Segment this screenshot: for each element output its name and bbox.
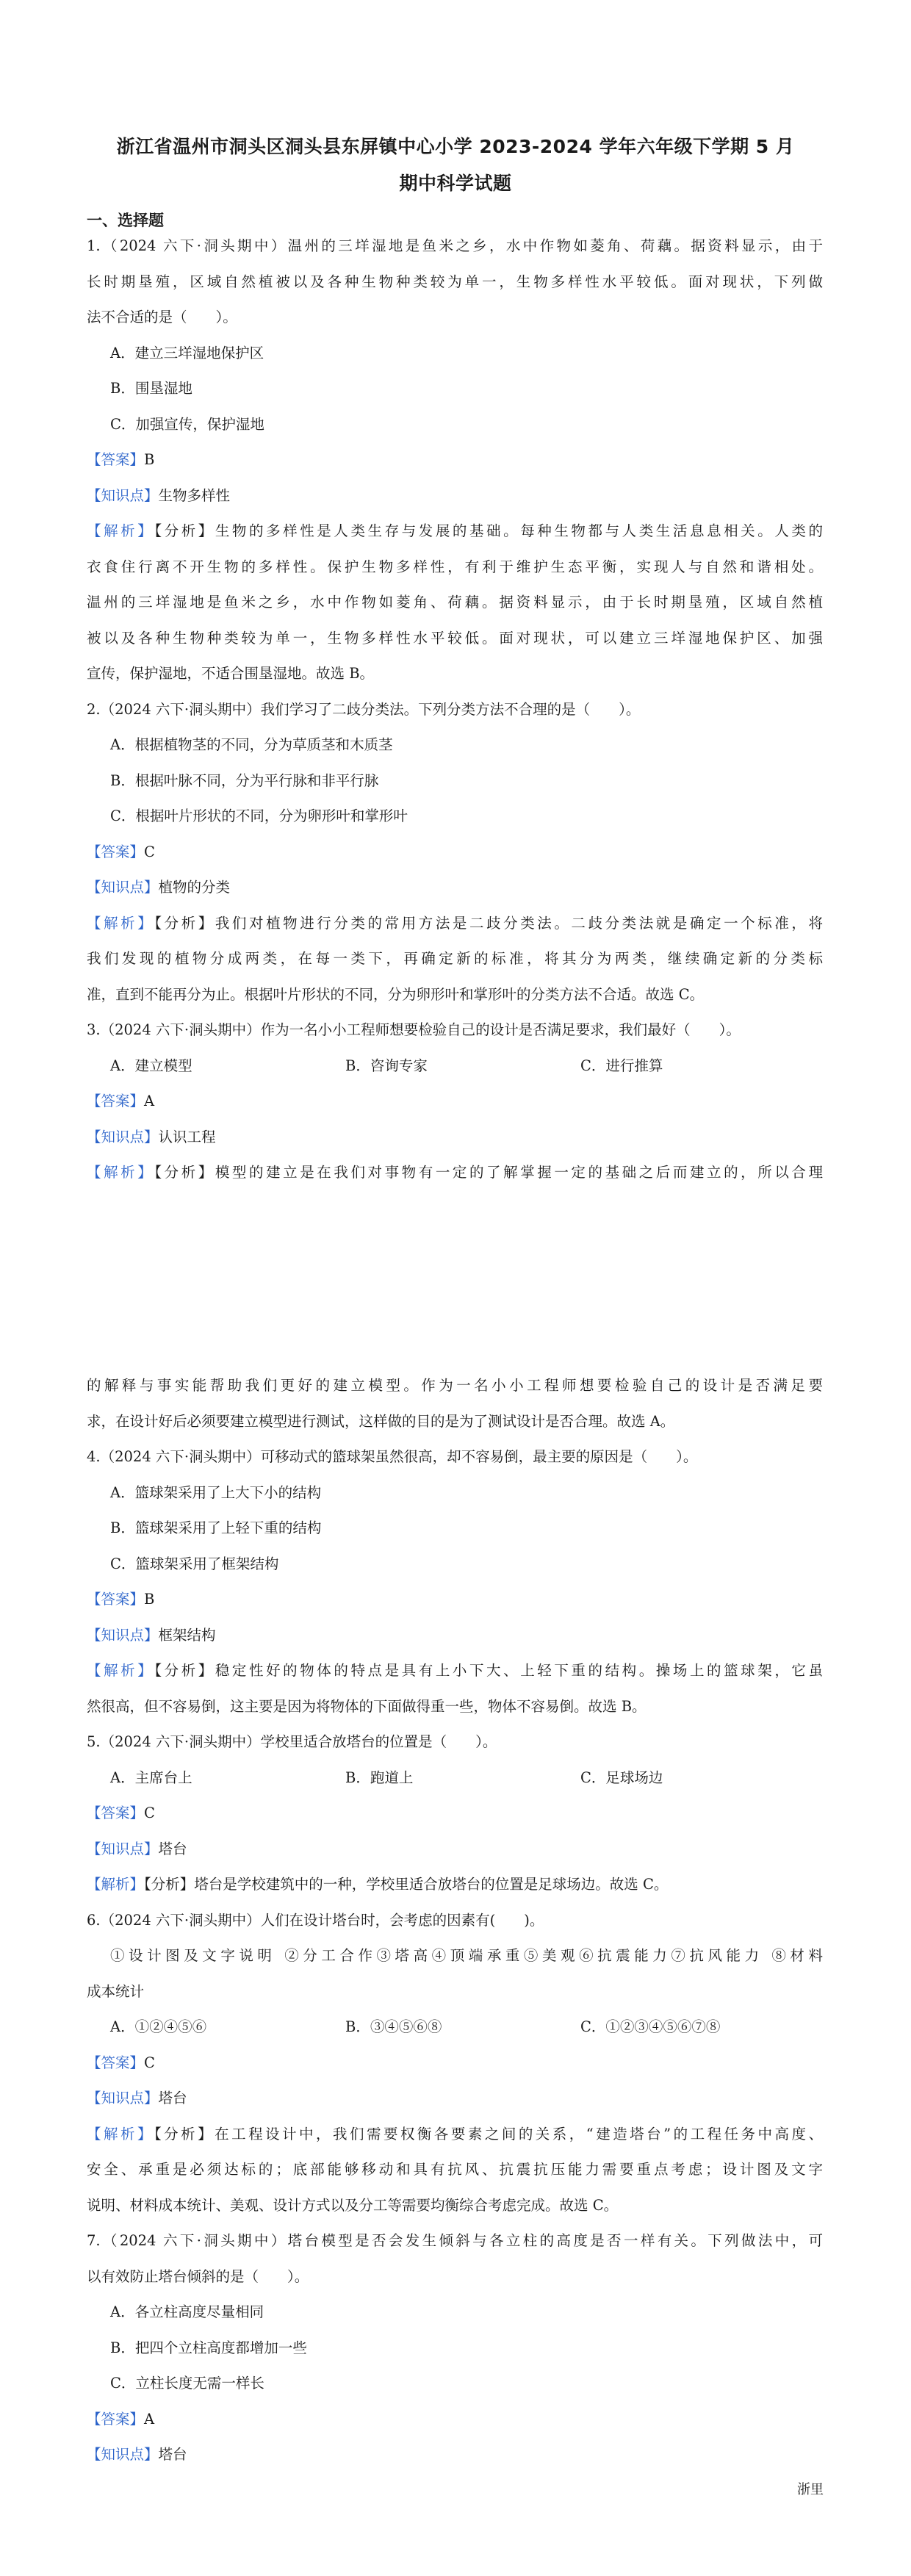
knowledge-tag: 【知识点】 — [87, 879, 159, 896]
q6-stem-line-2: ①设计图及文字说明 ②分工合作③塔高④顶端承重⑤美观⑥抗震能力⑦抗风能力 ⑧材料 — [110, 1947, 823, 1964]
q6-stem-line-3: 成本统计 — [87, 1983, 145, 2000]
answer-tag: 【答案】 — [87, 1805, 145, 1821]
q3-knowledge-value: 认识工程 — [158, 1129, 216, 1145]
q1-answer — [87, 453, 154, 467]
knowledge-tag: 【知识点】 — [87, 2090, 159, 2107]
section-heading: 一、选择题 — [87, 212, 164, 229]
knowledge-tag: 【知识点】 — [87, 1627, 159, 1644]
q3-analysis-line-3: 求，在设计好后必须要建立模型进行测试，这样做的目的是为了测试设计是否合理。故选 A。 — [87, 1413, 675, 1430]
q1-knowledge — [87, 489, 230, 503]
q6-analysis-line-3: 说明、材料成本统计、美观、设计方式以及分工等需要均衡综合考虑完成。故选 C。 — [87, 2197, 619, 2214]
q3-option-a: A．建立模型 — [110, 1057, 192, 1074]
q2-analysis-text-1: 【分析】我们对植物进行分类的常用方法是二歧分类法。二歧分类法就是确定一个标准，将 — [154, 915, 823, 932]
q4-analysis-line-1 — [87, 1663, 823, 1678]
q3-option-c: C．进行推算 — [580, 1057, 663, 1074]
q1-analysis-line-4: 被以及各种生物种类较为单一，生物多样性水平较低。面对现状，可以建立三垟湿地保护区、加强 — [87, 630, 823, 647]
knowledge-tag: 【知识点】 — [87, 487, 159, 504]
q2-option-a: A．根据植物茎的不同，分为草质茎和木质茎 — [110, 736, 393, 753]
q1-analysis-line-3: 温州的三垟湿地是鱼米之乡，水中作物如菱角、荷藕。据资料显示，由于长时期垦殖，区域自然植 — [87, 594, 823, 611]
analysis-tag: 【解析】 — [87, 915, 155, 932]
q7-stem-line-2: 以有效防止塔台倾斜的是（ ）。 — [87, 2268, 309, 2285]
q5-option-b: B．跑道上 — [345, 1769, 414, 1786]
q6-option-b: B．③④⑤⑥⑧ — [345, 2018, 442, 2035]
q3-stem: 3.（2024 六下·洞头期中）作为一名小小工程师想要检验自己的设计是否满足要求，我们最好（ ）。 — [87, 1021, 741, 1038]
q1-option-b: B．围垦湿地 — [110, 380, 192, 397]
q6-analysis-line-1 — [87, 2127, 823, 2142]
q1-option-a: A．建立三垟湿地保护区 — [110, 345, 264, 361]
analysis-tag: 【解析】 — [87, 1164, 155, 1181]
answer-tag: 【答案】 — [87, 2054, 145, 2071]
q3-knowledge — [87, 1130, 216, 1145]
answer-tag: 【答案】 — [87, 843, 145, 860]
q1-knowledge-value: 生物多样性 — [158, 487, 231, 504]
q5-knowledge — [87, 1842, 187, 1857]
q1-stem-line-2: 长时期垦殖，区域自然植被以及各种生物种类较为单一，生物多样性水平较低。面对现状，下列做 — [87, 273, 823, 290]
q2-analysis-line-1 — [87, 916, 823, 931]
q1-analysis-line-5: 宣传，保护湿地，不适合围垦湿地。故选 B。 — [87, 665, 375, 682]
q6-analysis-line-2: 安全、承重是必须达标的；底部能够移动和具有抗风、抗震抗压能力需要重点考虑；设计图及文字 — [87, 2161, 823, 2178]
q2-knowledge-value: 植物的分类 — [158, 879, 231, 896]
analysis-tag: 【解析】 — [87, 522, 155, 539]
q7-option-c: C．立柱长度无需一样长 — [110, 2375, 264, 2392]
knowledge-tag: 【知识点】 — [87, 1129, 159, 1145]
q5-option-c: C．足球场边 — [580, 1769, 663, 1786]
q4-knowledge-value: 框架结构 — [158, 1627, 216, 1644]
q2-option-b: B．根据叶脉不同，分为平行脉和非平行脉 — [110, 772, 379, 789]
q6-knowledge-value: 塔台 — [158, 2090, 187, 2107]
knowledge-tag: 【知识点】 — [87, 2446, 159, 2463]
q4-answer — [87, 1592, 154, 1607]
analysis-tag: 【解析】 — [87, 1876, 145, 1893]
q7-stem-line-1: 7.（2024 六下·洞头期中）塔台模型是否会发生倾斜与各立柱的高度是否一样有关。下列做法中，可 — [87, 2232, 823, 2249]
answer-tag: 【答案】 — [87, 2411, 145, 2428]
q2-option-c: C．根据叶片形状的不同，分为卵形叶和掌形叶 — [110, 807, 408, 824]
q2-answer — [87, 845, 155, 860]
q1-analysis-line-1 — [87, 524, 823, 539]
q7-option-b: B．把四个立柱高度都增加一些 — [110, 2339, 307, 2356]
q1-analysis-line-2: 衣食住行离不开生物的多样性。保护生物多样性，有利于维护生态平衡，实现人与自然和谐相处。 — [87, 558, 823, 575]
answer-tag: 【答案】 — [87, 1591, 145, 1608]
q7-answer — [87, 2412, 154, 2427]
q5-analysis-line-1 — [87, 1877, 668, 1892]
q2-knowledge — [87, 880, 230, 895]
answer-tag: 【答案】 — [87, 451, 145, 468]
q2-answer-value: C — [144, 843, 155, 860]
q3-answer-value: A — [144, 1093, 155, 1109]
q3-analysis-line-2: 的解释与事实能帮助我们更好的建立模型。作为一名小小工程师想要检验自己的设计是否满足要 — [87, 1377, 823, 1394]
q7-option-a: A．各立柱高度尽量相同 — [110, 2303, 264, 2320]
doc-title-line-1: 浙江省温州市洞头区洞头县东屏镇中心小学 2023-2024 学年六年级下学期 5 月 — [116, 136, 795, 157]
q4-analysis-line-2: 然很高，但不容易倒，这主要是因为将物体的下面做得重一些，物体不容易倒。故选 B。 — [87, 1698, 647, 1715]
q1-stem-line-3: 法不合适的是（ ）。 — [87, 309, 237, 325]
q6-answer — [87, 2056, 155, 2070]
q4-option-b: B．篮球架采用了上轻下重的结构 — [110, 1519, 322, 1536]
q3-option-b: B．咨询专家 — [345, 1057, 428, 1074]
knowledge-tag: 【知识点】 — [87, 1841, 159, 1857]
q5-knowledge-value: 塔台 — [158, 1841, 187, 1857]
q6-stem-line-1: 6.（2024 六下·洞头期中）人们在设计塔台时，会考虑的因素有( )。 — [87, 1912, 544, 1929]
doc-title-line-2: 期中科学试题 — [399, 173, 512, 194]
q4-answer-value: B — [144, 1591, 155, 1608]
q6-analysis-text-1: 【分析】在工程设计中，我们需要权衡各要素之间的关系，“建造塔台”的工程任务中高度、 — [154, 2126, 823, 2143]
q5-analysis-text-1: 【分析】塔台是学校建筑中的一种，学校里适合放塔台的位置是足球场边。故选 C。 — [144, 1876, 669, 1893]
q4-option-a: A．篮球架采用了上大下小的结构 — [110, 1484, 322, 1501]
q4-knowledge — [87, 1628, 216, 1643]
q7-answer-value: A — [144, 2411, 155, 2428]
page-footer: 浙里 — [797, 2482, 824, 2497]
q1-analysis-text-1: 【分析】生物的多样性是人类生存与发展的基础。每种生物都与人类生活息息相关。人类的 — [154, 522, 823, 539]
q3-analysis-line-1 — [87, 1165, 823, 1180]
q3-analysis-text-1: 【分析】模型的建立是在我们对事物有一定的了解掌握一定的基础之后而建立的，所以合理 — [154, 1164, 823, 1181]
q5-option-a: A．主席台上 — [110, 1769, 192, 1786]
q4-stem: 4.（2024 六下·洞头期中）可移动式的篮球架虽然很高，却不容易倒，最主要的原因是（ ）。 — [87, 1448, 698, 1465]
q1-option-c: C．加强宣传，保护湿地 — [110, 416, 264, 433]
q2-stem: 2.（2024 六下·洞头期中）我们学习了二歧分类法。下列分类方法不合理的是（ ）。 — [87, 701, 641, 718]
analysis-tag: 【解析】 — [87, 1662, 155, 1679]
q6-answer-value: C — [144, 2054, 155, 2071]
q1-answer-value: B — [144, 451, 155, 468]
q4-option-c: C．篮球架采用了框架结构 — [110, 1555, 279, 1572]
q5-answer-value: C — [144, 1805, 155, 1821]
q2-analysis-line-3: 准，直到不能再分为止。根据叶片形状的不同，分为卵形叶和掌形叶的分类方法不合适。故选 C。 — [87, 986, 705, 1003]
q7-knowledge — [87, 2447, 187, 2462]
q7-knowledge-value: 塔台 — [158, 2446, 187, 2463]
q5-answer — [87, 1806, 155, 1821]
q6-knowledge — [87, 2091, 187, 2106]
q6-option-a: A．①②④⑤⑥ — [110, 2018, 207, 2035]
q5-stem: 5.（2024 六下·洞头期中）学校里适合放塔台的位置是（ ）。 — [87, 1733, 497, 1750]
q1-stem-line-1: 1.（2024 六下·洞头期中）温州的三垟湿地是鱼米之乡，水中作物如菱角、荷藕。据资料显示，由于 — [87, 237, 823, 254]
q6-option-c: C．①②③④⑤⑥⑦⑧ — [580, 2018, 721, 2035]
q4-analysis-text-1: 【分析】稳定性好的物体的特点是具有上小下大、上轻下重的结构。操场上的篮球架，它虽 — [154, 1662, 823, 1679]
answer-tag: 【答案】 — [87, 1093, 145, 1109]
q3-answer — [87, 1094, 154, 1109]
q2-analysis-line-2: 我们发现的植物分成两类，在每一类下，再确定新的标准，将其分为两类，继续确定新的分类标 — [87, 950, 823, 967]
analysis-tag: 【解析】 — [87, 2126, 154, 2143]
